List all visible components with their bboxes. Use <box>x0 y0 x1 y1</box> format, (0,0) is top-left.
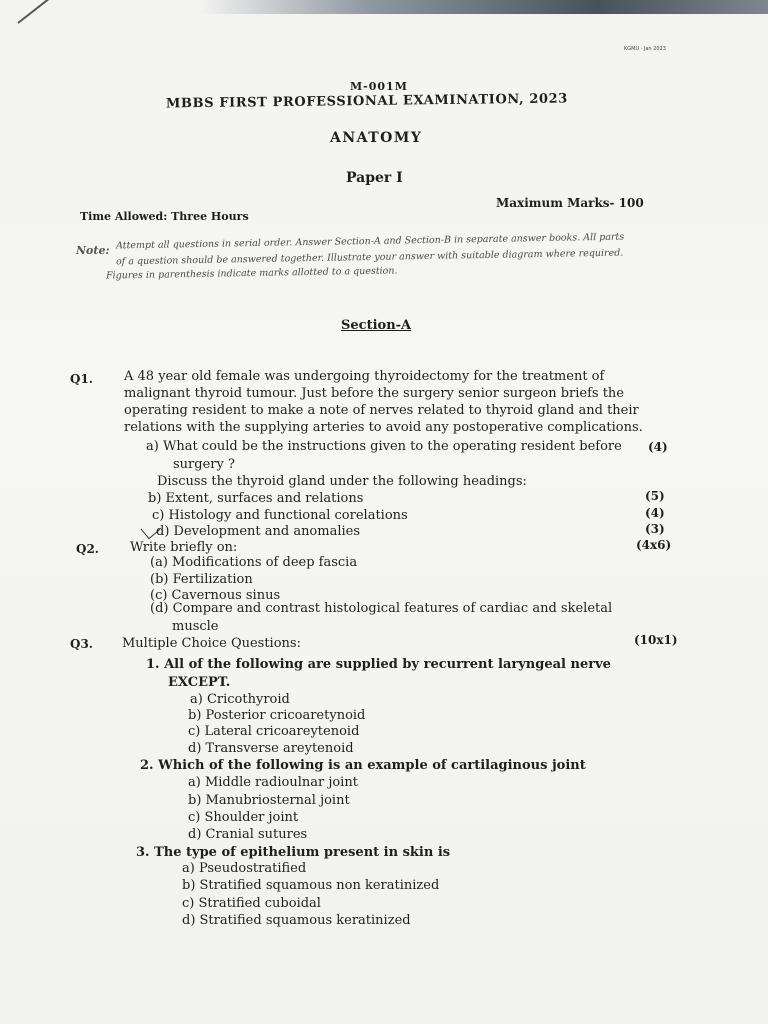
time-allowed: Time Allowed: Three Hours <box>80 210 249 223</box>
note-line: of a question should be answered together. Illustrate your answer with suitable diagram where required. <box>115 247 624 268</box>
question-text: Discuss the thyroid gland under the following headings: <box>157 474 527 489</box>
mcq-option: c) Lateral cricoareytenoid <box>188 724 360 739</box>
question-text: relations with the supplying arteries to avoid any postoperative complications. <box>124 420 643 435</box>
sub-question: (b) Fertilization <box>150 572 253 587</box>
subject-title: ANATOMY <box>330 130 423 146</box>
paper-code: M-001M <box>350 80 408 93</box>
question-text: A 48 year old female was undergoing thyroidectomy for the treatment of <box>124 369 605 384</box>
question-number: Q2. <box>76 542 99 556</box>
scan-shadow <box>200 0 768 14</box>
question-text: Write briefly on: <box>130 540 238 555</box>
marks: (4) <box>648 440 668 454</box>
question-text: malignant thyroid tumour. Just before the surgery senior surgeon briefs the <box>124 386 624 401</box>
exam-title: MBBS FIRST PROFESSIONAL EXAMINATION, 2023 <box>165 91 568 112</box>
sub-question: a) What could be the instructions given to the operating resident before <box>146 439 622 454</box>
mcq-option: c) Stratified cuboidal <box>182 896 321 911</box>
sub-question: (d) Compare and contrast histological features of cardiac and skeletal <box>150 601 613 616</box>
mcq-question: EXCEPT. <box>168 675 231 690</box>
mcq-question: 3. The type of epithelium present in skin is <box>136 845 451 860</box>
pen-mark <box>17 0 50 24</box>
sub-question: muscle <box>172 619 219 634</box>
sub-question: b) Extent, surfaces and relations <box>148 491 364 506</box>
section-title: Section-A <box>341 318 412 333</box>
note-label: Note: <box>76 244 110 257</box>
mcq-option: c) Shoulder joint <box>188 810 299 825</box>
maximum-marks: Maximum Marks- 100 <box>496 196 644 210</box>
question-text: operating resident to make a note of nerves related to thyroid gland and their <box>124 403 639 418</box>
sub-question: c) Histology and functional corelations <box>152 508 408 523</box>
mcq-option: a) Pseudostratified <box>182 861 307 876</box>
mcq-option: b) Posterior cricoaretynoid <box>188 708 366 723</box>
mcq-option: d) Cranial sutures <box>188 827 308 842</box>
question-number: Q1. <box>70 372 93 386</box>
marks: (5) <box>645 489 665 503</box>
mcq-option: b) Stratified squamous non keratinized <box>182 878 440 893</box>
mcq-question: 2. Which of the following is an example of cartilaginous joint <box>140 758 586 773</box>
note-line: Attempt all questions in serial order. Answer Section-A and Section-B in separate answer books. All parts <box>115 231 625 252</box>
question-number: Q3. <box>70 637 93 651</box>
mcq-option: a) Cricothyroid <box>190 692 290 707</box>
mcq-option: d) Stratified squamous keratinized <box>182 913 411 928</box>
sub-question: d) Development and anomalies <box>156 524 361 539</box>
marks: (4x6) <box>636 538 672 552</box>
note-line: Figures in parenthesis indicate marks allotted to a question. <box>105 265 398 282</box>
paper-number: Paper I <box>346 170 403 186</box>
marks: (4) <box>645 506 665 520</box>
question-text: Multiple Choice Questions: <box>122 636 301 651</box>
mcq-option: b) Manubriosternal joint <box>188 793 350 808</box>
corner-code: KGMU · Jan 2023 <box>624 46 666 52</box>
sub-question: (c) Cavernous sinus <box>150 588 281 603</box>
sub-question: surgery ? <box>173 457 235 472</box>
marks: (10x1) <box>634 633 678 647</box>
sub-question: (a) Modifications of deep fascia <box>150 555 358 570</box>
mcq-option: a) Middle radioulnar joint <box>188 775 358 790</box>
mcq-question: 1. All of the following are supplied by recurrent laryngeal nerve <box>146 657 611 672</box>
mcq-option: d) Transverse areytenoid <box>188 741 354 756</box>
marks: (3) <box>645 522 665 536</box>
